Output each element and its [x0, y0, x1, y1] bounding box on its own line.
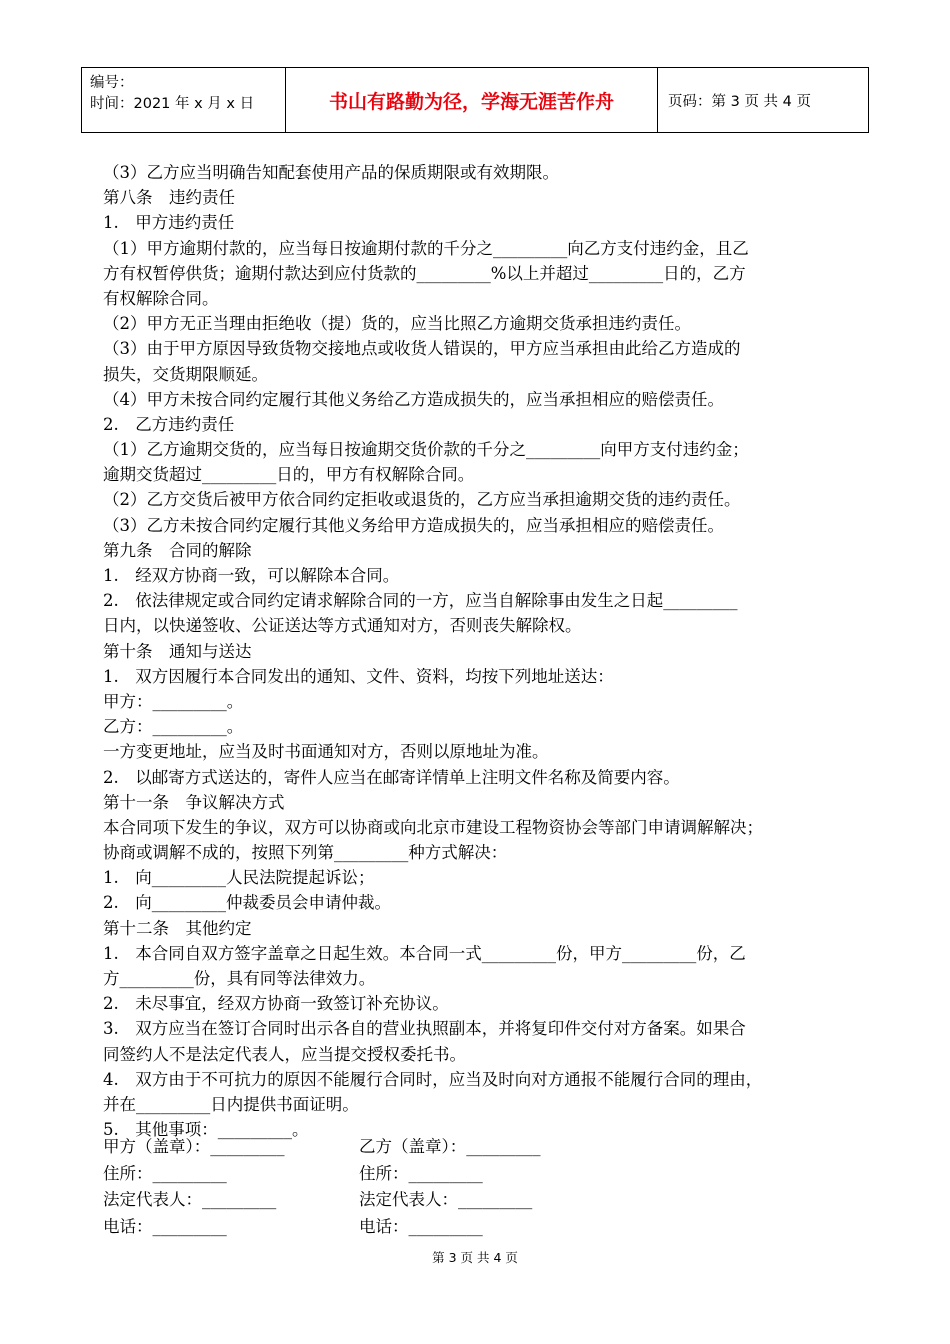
- text-line: （3）乙方未按合同约定履行其他义务给甲方造成损失的，应当承担相应的赔偿责任。: [103, 515, 724, 535]
- text-line: 第八条 违约责任: [103, 188, 235, 208]
- signature-row: [103, 1187, 863, 1214]
- text-line: 方_________份，具有同等法律效力。: [103, 969, 376, 988]
- text-line: （1）乙方逾期交货的，应当每日按逾期交货价款的千分之_________向甲方支付违约金；: [103, 440, 749, 460]
- text-line: 3. 双方应当在签订合同时出示各自的营业执照副本，并将复印件交付对方备案。如果合: [103, 1019, 746, 1039]
- text-line: 2. 以邮寄方式送达的，寄件人应当在邮寄详情单上注明文件名称及简要内容。: [103, 767, 680, 787]
- text-line: （2）乙方交货后被甲方依合同约定拒收或退货的，乙方应当承担逾期交货的违约责任。: [103, 490, 741, 510]
- text-line: （4）甲方未按合同约定履行其他义务给乙方造成损失的，应当承担相应的赔偿责任。: [103, 389, 724, 409]
- text-line: 1. 甲方违约责任: [103, 213, 235, 233]
- text-line: （1）甲方逾期付款的，应当每日按逾期付款的千分之_________向乙方支付违约金，且乙: [103, 238, 749, 258]
- text-line: （2）甲方无正当理由拒绝收（提）货的，应当比照乙方逾期交货承担违约责任。: [103, 314, 691, 334]
- header-motto: 书山有路勤为径，学海无涯苦作舟: [286, 68, 658, 132]
- document-time-label: 时间：2021 年 x 月 x 日: [90, 96, 255, 112]
- text-line: 方有权暂停供货；逾期付款达到应付货款的_________%以上并超过_________日的，乙方: [103, 263, 746, 283]
- text-line: 1. 本合同自双方签字盖章之日起生效。本合同一式_________份，甲方_________份，乙: [103, 943, 746, 963]
- text-line: （3）乙方应当明确告知配套使用产品的保质期限或有效期限。: [103, 163, 559, 182]
- header-page-number: 页码：第 3 页 共 4 页: [668, 93, 811, 110]
- contract-body: [103, 160, 863, 1142]
- header-meta: [82, 68, 286, 132]
- page-footer: 第 3 页 共 4 页: [432, 1250, 518, 1265]
- text-line: 有权解除合同。: [103, 288, 219, 308]
- document-number-label: 编号：: [90, 75, 134, 91]
- signature-field-left: 住所：_________: [103, 1163, 227, 1183]
- signature-block: [103, 1134, 863, 1240]
- text-line: 第十二条 其他约定: [103, 918, 252, 938]
- text-line: 逾期交货超过_________日的，甲方有权解除合同。: [103, 465, 475, 485]
- text-line: 协商或调解不成的，按照下列第_________种方式解决：: [103, 843, 508, 863]
- text-line: 一方变更地址，应当及时书面通知对方，否则以原地址为准。: [103, 742, 549, 762]
- text-line: 1. 向_________人民法院提起诉讼；: [103, 868, 375, 888]
- signature-field-left: 法定代表人：_________: [103, 1190, 277, 1209]
- text-line: 2. 向_________仲裁委员会申请仲裁。: [103, 893, 391, 913]
- signature-row: [103, 1134, 863, 1161]
- text-line: 1. 双方因履行本合同发出的通知、文件、资料，均按下列地址送达：: [103, 666, 614, 686]
- signature-field-right: 法定代表人：_________: [359, 1190, 533, 1209]
- text-line: 2. 未尽事宜，经双方协商一致签订补充协议。: [103, 994, 449, 1014]
- text-line: 同签约人不是法定代表人，应当提交授权委托书。: [103, 1044, 466, 1064]
- signature-field-right: 电话：_________: [359, 1216, 483, 1236]
- signature-row: [103, 1161, 863, 1188]
- text-line: 乙方：_________。: [103, 717, 244, 737]
- text-line: 甲方：_________。: [103, 691, 244, 711]
- text-line: 2. 乙方违约责任: [103, 414, 235, 434]
- signature-field-right: 住所：_________: [359, 1163, 483, 1183]
- text-line: 第十条 通知与送达: [103, 641, 252, 661]
- signature-field-right: 乙方（盖章）：_________: [359, 1137, 541, 1156]
- text-line: 5. 其他事项：_________。: [103, 1120, 309, 1140]
- text-line: 第九条 合同的解除: [103, 540, 252, 560]
- page-header: [81, 67, 869, 133]
- text-line: 损失，交货期限顺延。: [103, 364, 268, 384]
- text-line: （3）由于甲方原因导致货物交接地点或收货人错误的，甲方应当承担由此给乙方造成的: [103, 339, 741, 359]
- text-line: 4. 双方由于不可抗力的原因不能履行合同时，应当及时向对方通报不能履行合同的理由，: [103, 1069, 763, 1089]
- text-line: 本合同项下发生的争议，双方可以协商或向北京市建设工程物资协会等部门申请调解解决；: [103, 817, 763, 837]
- text-line: 并在_________日内提供书面证明。: [103, 1094, 359, 1114]
- signature-row: [103, 1214, 863, 1241]
- signature-field-left: 电话：_________: [103, 1216, 227, 1236]
- text-line: 2. 依法律规定或合同约定请求解除合同的一方，应当自解除事由发生之日起_________: [103, 591, 738, 611]
- text-line: 1. 经双方协商一致，可以解除本合同。: [103, 566, 400, 585]
- text-line: 第十一条 争议解决方式: [103, 792, 285, 812]
- signature-field-left: 甲方（盖章）：_________: [103, 1137, 285, 1156]
- text-line: 日内，以快递签收、公证送达等方式通知对方，否则丧失解除权。: [103, 616, 582, 636]
